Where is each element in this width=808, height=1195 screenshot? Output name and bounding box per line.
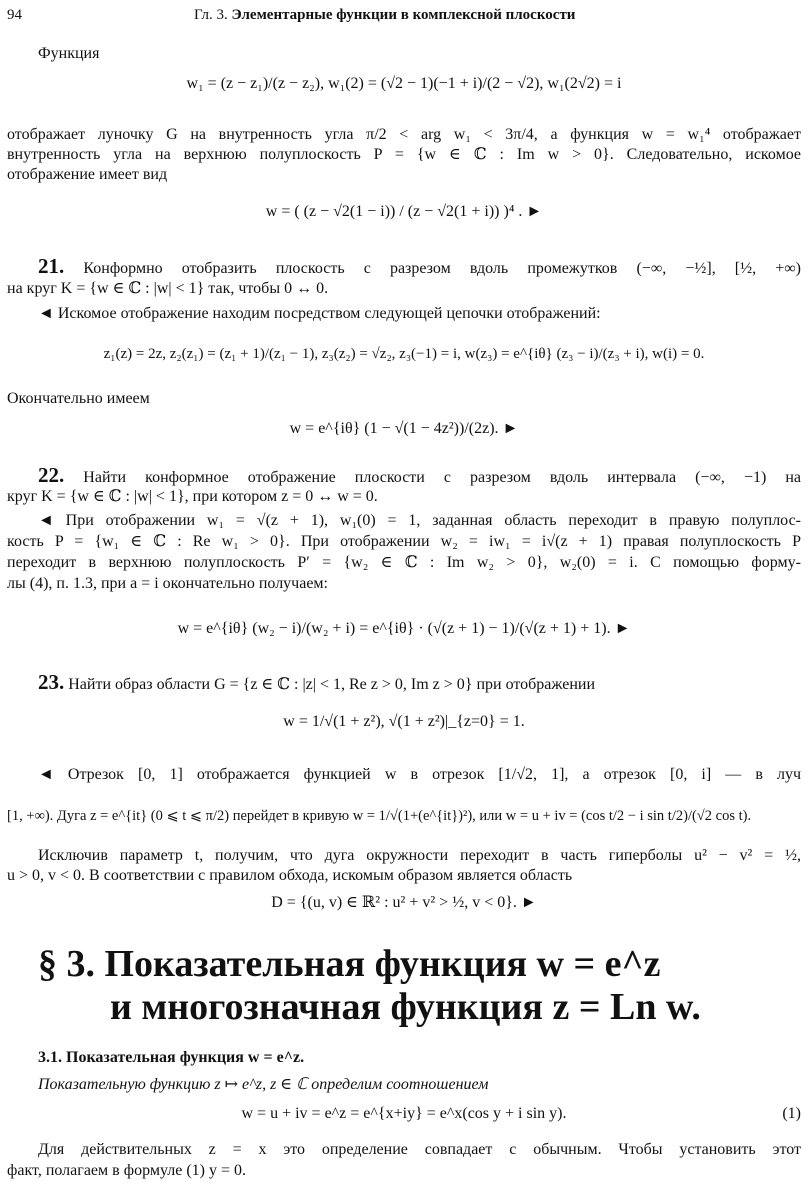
problem-22-line6: лы (4), п. 1.3, при a = i окончательно получаем: [7, 575, 328, 592]
problem-21-line2: на круг K = {w ∈ ℂ : |w| < 1} так, чтобы 0 ↔ 0. [7, 280, 329, 297]
problem-23-line5: u > 0, v < 0. В соответствии с правилом обхода, искомым образом является область [7, 867, 573, 884]
problem-statement: Найти конформное отображение плоскости с разрезом вдоль интервала (−∞, −1) на [83, 469, 802, 486]
problem-21-chain: z₁(z) = 2z, z₂(z₁) = (z₁ + 1)/(z₁ − 1), z₃(z₂) = √z₂, z₃(−1) = i, w(z₃) = e^{iθ} (z₃ − i)/(z₃ + i), w(i) = 0. [103, 346, 705, 362]
subsection-text-2: факт, полагаем в формуле (1) y = 0. [7, 1162, 247, 1179]
problem-21-final-text: Окончательно имеем [7, 390, 150, 407]
problem-23-equation: w = 1/√(1 + z²), √(1 + z²)|_{z=0} = 1. [283, 713, 525, 730]
problem-23-line2: ◄ Отрезок [0, 1] отображается функцией w в отрезок [1/√2, 1], а отрезок [0, i] — в луч [38, 766, 801, 783]
problem-number: 23. [38, 670, 65, 694]
subsection-equation: w = u + iv = e^z = e^{x+iy} = e^x(cos y + i sin y). [241, 1105, 567, 1122]
equation-w-final: w = ( (z − √2(1 − i)) / (z − √2(1 + i)) )⁴ . ► [265, 203, 543, 220]
problem-number: 21. [38, 254, 65, 278]
problem-21-final-equation: w = e^{iθ} (1 − √(1 − 4z²))/(2z). ► [289, 420, 519, 437]
problem-21-solution: ◄ Искомое отображение находим посредством следующей цепочки отображений: [38, 305, 601, 322]
intro-text-2: внутренность угла на верхнюю полуплоскость P = {w ∈ ℂ : Im w > 0}. Следовательно, искомое [7, 146, 801, 163]
problem-22-line4: кость P = {w₁ ∈ ℂ : Re w₁ > 0}. При отображении w₂ = iw₁ = i√(z + 1) правая полуплоскость P [7, 533, 801, 550]
problem-23-equation-2: D = {(u, v) ∈ ℝ² : u² + v² > ½, v < 0}. ► [271, 894, 537, 911]
chapter-title: Элементарные функции в комплексной плоскости [231, 7, 576, 23]
problem-23-line4: Исключив параметр t, получим, что дуга окружности переходит в часть гиперболы u² − v² = ½, [38, 847, 801, 864]
problem-22-line3: ◄ При отображении w₁ = √(z + 1), w₁(0) = 1, заданная область переходит в правую полуплос- [38, 512, 801, 529]
subsection-equation-row [7, 1104, 801, 1124]
page-number: 94 [7, 7, 22, 23]
chapter-label: Гл. 3. [194, 7, 228, 23]
function-word: Функция [38, 45, 100, 62]
problem-23 [38, 670, 801, 696]
problem-statement: Конформно отобразить плоскость с разрезом вдоль промежутков (−∞, −½], [½, +∞) [83, 260, 802, 277]
section-title-line2: и многозначная функция z = Ln w. [110, 986, 701, 1028]
problem-21 [38, 254, 801, 280]
page-header [7, 6, 801, 24]
equation-number: (1) [782, 1105, 801, 1122]
problem-22-line5: переходит в верхнюю полуплоскость P′ = {w₂ ∈ ℂ : Im w₂ > 0}, w₂(0) = i. С помощью форму- [7, 554, 801, 571]
intro-text-3: отображение имеет вид [7, 166, 168, 183]
subsection-definition: Показательную функцию z ↦ e^z, z ∈ ℂ определим соотношением [38, 1076, 489, 1093]
section-title-line1: § 3. Показательная функция w = e^z [38, 943, 661, 985]
problem-statement: Найти образ области G = {z ∈ ℂ : |z| < 1, Re z > 0, Im z > 0} при отображении [68, 676, 596, 693]
problem-number: 22. [38, 463, 65, 487]
subsection-text-1: Для действительных z = x это определение совпадает с обычным. Чтобы установить этот [38, 1141, 801, 1158]
equation-w1: w₁ = (z − z₁)/(z − z₂), w₁(2) = (√2 − 1)(−1 + i)/(2 − √2), w₁(2√2) = i [186, 75, 622, 92]
intro-text-1: отображает луночку G на внутренность угла π/2 < arg w₁ < 3π/4, а функция w = w₁⁴ отображает [7, 126, 801, 143]
subsection-title: 3.1. Показательная функция w = e^z. [38, 1049, 305, 1066]
problem-22 [38, 463, 801, 489]
problem-22-equation: w = e^{iθ} (w₂ − i)/(w₂ + i) = e^{iθ} · (√(z + 1) − 1)/(√(z + 1) + 1). ► [177, 620, 631, 637]
problem-23-line3: [1, +∞). Дуга z = e^{it} (0 ⩽ t ⩽ π/2) перейдет в кривую w = 1/√(1+(e^{it})²), или w = u + iv = (cos t/2 − i sin t/2)/(√2 cos t). [7, 808, 752, 824]
problem-22-line2: круг K = {w ∈ ℂ : |w| < 1}, при котором z = 0 ↔ w = 0. [7, 488, 378, 505]
